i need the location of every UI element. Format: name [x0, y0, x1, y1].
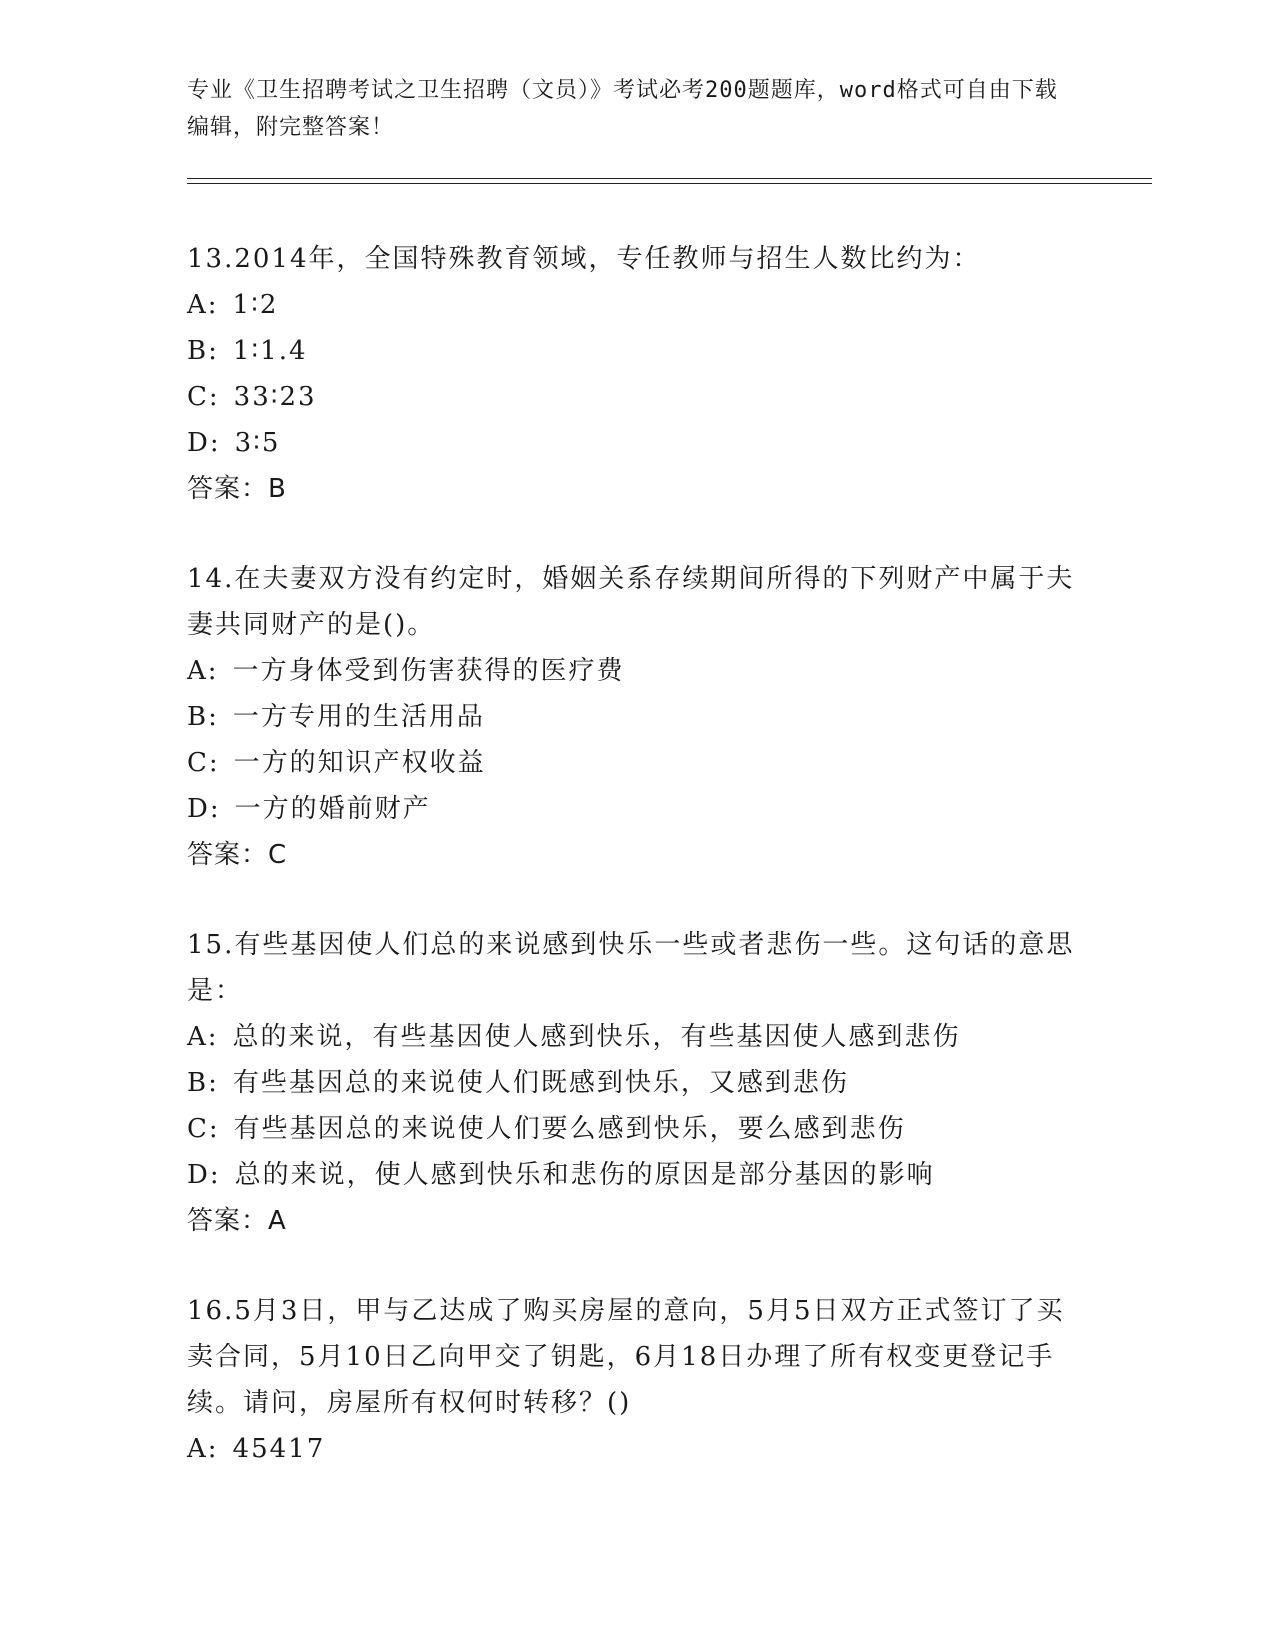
header-title: 专业《卫生招聘考试之卫生招聘（文员）》考试必考200题题库，word格式可自由下载编辑，附完整答案！: [187, 78, 1058, 140]
option-c: [187, 374, 1087, 420]
question-16: [187, 1288, 1087, 1472]
option-a: [187, 1426, 1087, 1472]
option-label: D:: [187, 428, 221, 458]
answer-line: 答案：A: [187, 1206, 287, 1236]
header-rule-bottom: [187, 183, 1152, 184]
answer-line: 答案：C: [187, 840, 288, 870]
option-label: A:: [187, 1434, 219, 1464]
option-d: [187, 786, 1087, 832]
option-b: [187, 694, 1087, 740]
option-label: B:: [187, 1068, 219, 1098]
option-text: 33∶23: [233, 382, 317, 412]
option-text: 一方专用的生活用品: [232, 702, 485, 732]
question-stem: 15.有些基因使人们总的来说感到快乐一些或者悲伤一些。这句话的意思是：: [187, 930, 1075, 1006]
option-text: 一方的知识产权收益: [233, 748, 486, 778]
answer-line: 答案：B: [187, 474, 287, 504]
option-text: 总的来说，有些基因使人感到快乐，有些基因使人感到悲伤: [232, 1022, 961, 1052]
option-label: C:: [187, 748, 220, 778]
option-text: 1∶2: [232, 290, 279, 320]
option-text: 一方身体受到伤害获得的医疗费: [232, 656, 625, 686]
option-label: A:: [187, 290, 219, 320]
option-a: [187, 282, 1087, 328]
option-d: [187, 1152, 1087, 1198]
option-text: 45417: [232, 1434, 326, 1464]
question-14: [187, 556, 1087, 878]
option-text: 一方的婚前财产: [234, 794, 431, 824]
option-b: [187, 1060, 1087, 1106]
option-label: C:: [187, 382, 220, 412]
question-stem: 14.在夫妻双方没有约定时，婚姻关系存续期间所得的下列财产中属于夫妻共同财产的是()。: [187, 564, 1075, 640]
option-label: B:: [187, 702, 219, 732]
question-15: [187, 922, 1087, 1244]
option-d: [187, 420, 1087, 466]
option-text: 有些基因总的来说使人们要么感到快乐，要么感到悲伤: [233, 1114, 906, 1144]
option-text: 3∶5: [234, 428, 281, 458]
option-label: A:: [187, 1022, 219, 1052]
header-rule-top: [187, 178, 1152, 179]
question-stem: 13.2014年，全国特殊教育领域，专任教师与招生人数比约为：: [187, 244, 981, 274]
option-label: C:: [187, 1114, 220, 1144]
question-stem: 16.5月3日，甲与乙达成了购买房屋的意向，5月5日双方正式签订了买卖合同，5月10日乙向甲交了钥匙，6月18日办理了所有权变更登记手续。请问，房屋所有权何时转移？(): [187, 1296, 1065, 1418]
option-text: 1∶1.4: [232, 336, 308, 366]
option-a: [187, 648, 1087, 694]
document-header: [187, 72, 1067, 146]
option-label: A:: [187, 656, 219, 686]
option-label: B:: [187, 336, 219, 366]
option-text: 有些基因总的来说使人们既感到快乐，又感到悲伤: [232, 1068, 849, 1098]
option-b: [187, 328, 1087, 374]
question-list: [187, 236, 1087, 1516]
question-13: [187, 236, 1087, 512]
option-text: 总的来说，使人感到快乐和悲伤的原因是部分基因的影响: [234, 1160, 935, 1190]
option-a: [187, 1014, 1087, 1060]
option-c: [187, 1106, 1087, 1152]
option-label: D:: [187, 794, 221, 824]
option-c: [187, 740, 1087, 786]
option-label: D:: [187, 1160, 221, 1190]
